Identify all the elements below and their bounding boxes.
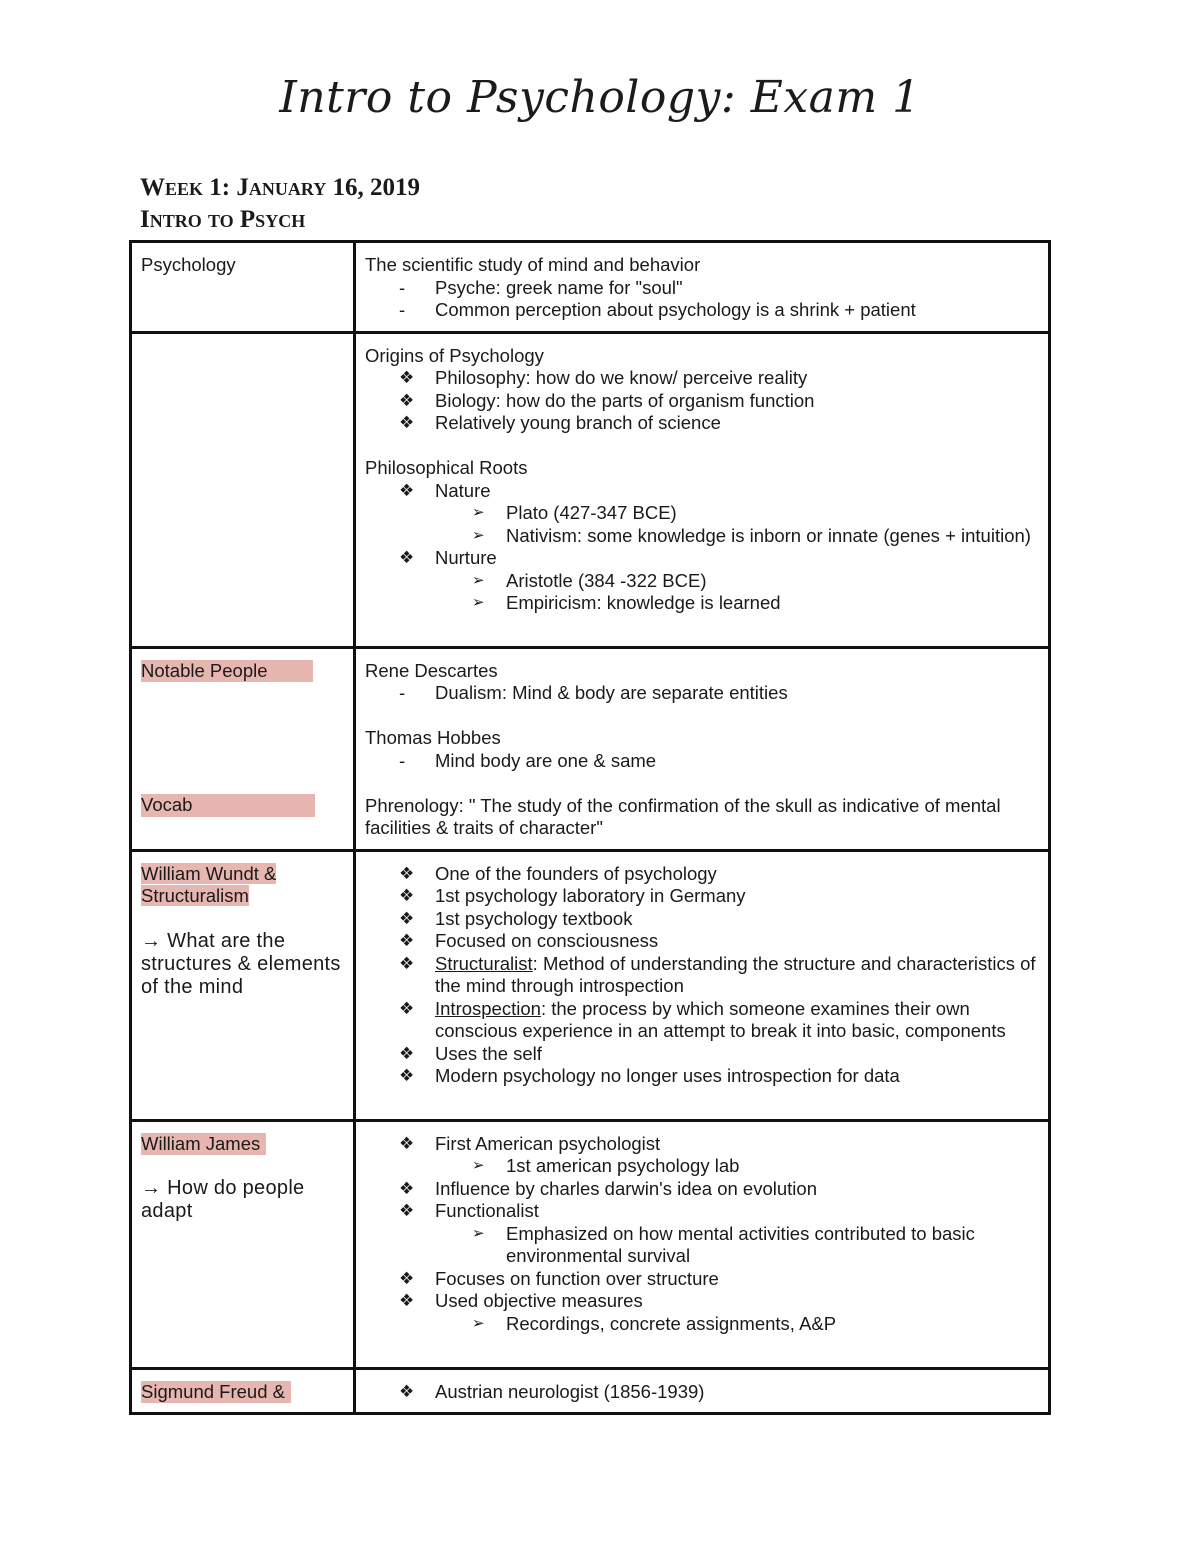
list-item: ➢ Aristotle (384 -322 BCE) — [472, 569, 707, 591]
vocab-definition: Phrenology: " The study of the confirmation of the skull as indicative of mental facilities & traits of character" — [365, 794, 1001, 838]
diamond-bullet-icon: ❖ — [399, 1133, 415, 1153]
list-item: ➢ Empiricism: knowledge is learned — [472, 592, 781, 613]
diamond-bullet-icon: ❖ — [399, 953, 415, 973]
list-item: ❖ Nature ➢ Plato (427-347 BCE) ➢ Nativism: some knowledge is inborn or innate (genes + intuition) — [365, 480, 1040, 548]
diamond-bullet-icon: ❖ — [399, 1291, 415, 1310]
arrow-list — [435, 1223, 1040, 1268]
row-label-cell — [131, 332, 355, 647]
arrow-list — [435, 1313, 1040, 1336]
dash-list — [365, 682, 1040, 705]
table-row — [131, 1120, 1050, 1368]
row-content-cell — [355, 647, 1050, 850]
list-item: - Mind body are one & same — [365, 750, 1040, 773]
list-item: - Common perception about psychology is a shrink + patient — [365, 299, 1040, 322]
row-label-cell — [131, 850, 355, 1120]
diamond-list — [365, 863, 1040, 1088]
row-content-cell — [355, 1368, 1050, 1414]
diamond-bullet-icon: ❖ — [399, 1043, 415, 1063]
arrow-list — [435, 502, 1040, 547]
guiding-question: → What are the structures & elements of the mind — [141, 929, 341, 998]
highlighted-label: William Wundt & Structuralism — [141, 862, 277, 906]
diamond-bullet-icon: ❖ — [399, 368, 415, 387]
diamond-bullet-icon: ❖ — [399, 863, 415, 883]
notes-table — [129, 240, 1051, 1415]
list-item: ❖ Biology: how do the parts of organism function — [399, 389, 815, 411]
list-item: ❖ 1st psychology laboratory in Germany — [399, 885, 746, 906]
list-item: ➢ Recordings, concrete assignments, A&P — [472, 1312, 837, 1334]
list-item: - Psyche: greek name for "soul" — [365, 277, 1040, 300]
list-item: ❖ First American psychologist ➢ 1st american psychology lab — [365, 1133, 1040, 1178]
arrow-bullet-icon: ➢ — [472, 1314, 485, 1332]
diamond-bullet-icon: ❖ — [399, 1268, 415, 1288]
arrow-bullet-icon: ➢ — [472, 504, 485, 521]
arrow-list — [435, 1155, 1040, 1178]
document-title: Intro to Psychology: Exam 1 — [279, 72, 921, 123]
row-label-cell — [131, 1120, 355, 1368]
row-label-cell — [131, 242, 355, 333]
list-item: ❖ Nurture ➢ Aristotle (384 -322 BCE) ➢ Empiricism: knowledge is learned — [365, 547, 1040, 615]
table-row — [131, 850, 1050, 1120]
dash-list — [365, 277, 1040, 322]
arrow-bullet-icon: ➢ — [472, 1224, 485, 1242]
row-label: Psychology — [141, 254, 236, 275]
arrow-list — [435, 570, 1040, 615]
list-item: ❖ Used objective measures ➢ Recordings, concrete assignments, A&P — [365, 1290, 1040, 1335]
highlighted-label: Sigmund Freud & — [141, 1381, 291, 1404]
list-item: ❖ Austrian neurologist (1856-1939) — [399, 1380, 705, 1402]
table-row — [131, 242, 1050, 333]
diamond-bullet-icon: ❖ — [399, 908, 415, 928]
list-item: ❖ Introspection: the process by which someone examines their own conscious experience in an attempt to break it into basic, components — [399, 997, 1006, 1041]
week-heading — [140, 172, 420, 236]
definition: The scientific study of mind and behavior — [365, 254, 701, 275]
table-row — [131, 647, 1050, 850]
list-item: ❖ Relatively young branch of science — [399, 412, 721, 433]
diamond-bullet-icon: ❖ — [399, 390, 415, 410]
list-item: ➢ Nativism: some knowledge is inborn or innate (genes + intuition) — [472, 524, 1031, 546]
section-heading: Philosophical Roots — [365, 457, 528, 478]
row-label-cell — [131, 647, 355, 850]
list-item: ❖ Modern psychology no longer uses introspection for data — [399, 1065, 900, 1086]
diamond-bullet-icon: ❖ — [399, 1201, 415, 1220]
list-item: ❖ Focused on consciousness — [399, 930, 659, 951]
person-name: Rene Descartes — [365, 659, 498, 681]
diamond-bullet-icon: ❖ — [399, 413, 415, 432]
list-item: ❖ Focuses on function over structure — [399, 1267, 719, 1289]
row-content-cell — [355, 1120, 1050, 1368]
diamond-bullet-icon: ❖ — [399, 1066, 415, 1085]
highlighted-label: Notable People — [141, 660, 313, 683]
list-item: ❖ One of the founders of psychology — [399, 862, 717, 884]
list-item: ❖ Uses the self — [399, 1042, 542, 1064]
list-item: ❖ Functionalist ➢ Emphasized on how mental activities contributed to basic environmental survival — [365, 1200, 1040, 1268]
row-content-cell — [355, 850, 1050, 1120]
diamond-list — [365, 480, 1040, 615]
arrow-bullet-icon: ➢ — [472, 571, 485, 589]
arrow-bullet-icon: ➢ — [472, 594, 485, 611]
list-item: ❖ Influence by charles darwin's idea on evolution — [399, 1177, 817, 1199]
diamond-list — [365, 367, 1040, 435]
week-date: Week 1: January 16, 2019 — [140, 174, 420, 201]
person-name: Thomas Hobbes — [365, 727, 501, 748]
highlighted-label: Vocab — [141, 794, 315, 817]
diamond-bullet-icon: ❖ — [399, 548, 415, 567]
list-item: ❖ Philosophy: how do we know/ perceive reality — [399, 367, 808, 388]
arrow-bullet-icon: ➢ — [472, 526, 485, 544]
diamond-list — [365, 1381, 1040, 1404]
diamond-bullet-icon: ❖ — [399, 480, 415, 500]
list-item: - Dualism: Mind & body are separate entities — [365, 682, 1040, 705]
guiding-question: → How do people adapt — [141, 1177, 305, 1222]
table-row — [131, 1368, 1050, 1414]
row-content-cell — [355, 242, 1050, 333]
highlighted-label: William James — [141, 1133, 266, 1156]
list-item: ❖ Structuralist: Method of understanding the structure and characteristics of the mind through introspection — [399, 952, 1036, 996]
diamond-list — [365, 1133, 1040, 1336]
week-topic: Intro to Psych — [140, 206, 306, 233]
row-label-cell — [131, 1368, 355, 1414]
list-item: ➢ Emphasized on how mental activities contributed to basic environmental survival — [472, 1222, 975, 1266]
diamond-bullet-icon: ❖ — [399, 886, 415, 905]
vocab-term: Introspection — [435, 997, 541, 1019]
list-item: ❖ 1st psychology textbook — [399, 907, 633, 929]
list-item: ➢ 1st american psychology lab — [472, 1155, 740, 1176]
section-heading: Origins of Psychology — [365, 344, 544, 366]
diamond-bullet-icon: ❖ — [399, 1178, 415, 1198]
list-item: ➢ Plato (427-347 BCE) — [472, 502, 677, 523]
diamond-bullet-icon: ❖ — [399, 931, 415, 950]
dash-list — [365, 750, 1040, 773]
vocab-term: Structuralist — [435, 952, 533, 974]
row-content-cell — [355, 332, 1050, 647]
arrow-bullet-icon: ➢ — [472, 1157, 485, 1174]
table-row — [131, 332, 1050, 647]
diamond-bullet-icon: ❖ — [399, 1381, 415, 1401]
diamond-bullet-icon: ❖ — [399, 998, 415, 1018]
